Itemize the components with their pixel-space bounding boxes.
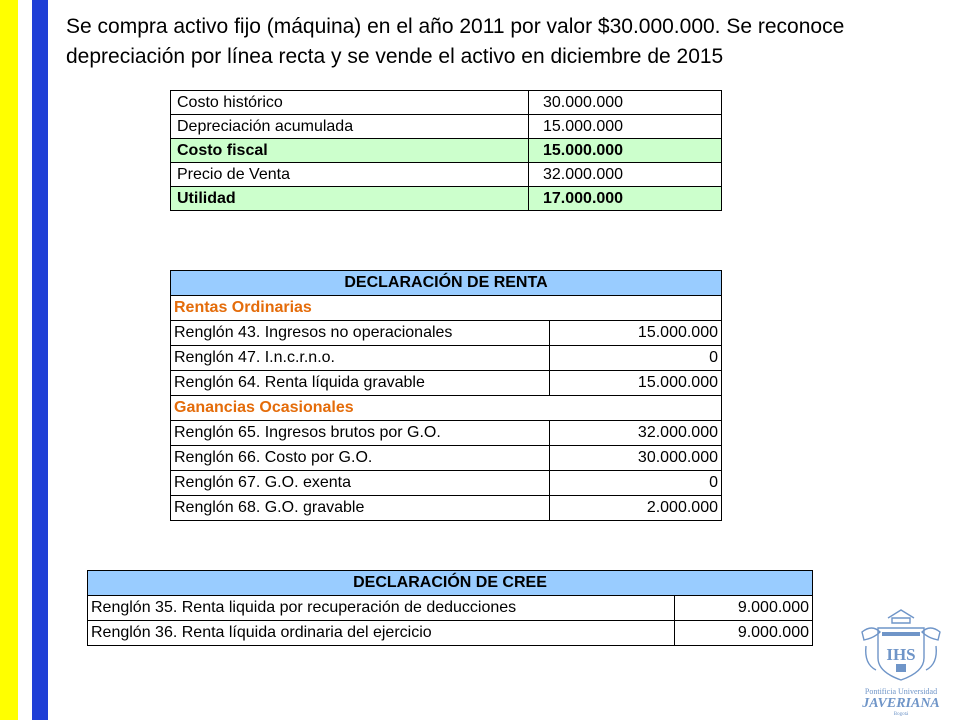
row-label: Renglón 65. Ingresos brutos por G.O. bbox=[171, 421, 550, 446]
table-title: DECLARACIÓN DE RENTA bbox=[171, 271, 722, 296]
section-title: Ganancias Ocasionales bbox=[171, 396, 722, 421]
row-label: Renglón 64. Renta líquida gravable bbox=[171, 371, 550, 396]
row-value: 15.000.000 bbox=[529, 139, 722, 163]
table-row bbox=[171, 163, 722, 187]
svg-text:IHS: IHS bbox=[886, 645, 916, 664]
logo-line1: Pontificia Universidad bbox=[864, 687, 938, 696]
table-row-highlighted bbox=[171, 139, 722, 163]
table-row bbox=[171, 321, 722, 346]
blue-side-bar bbox=[32, 0, 48, 720]
row-value: 9.000.000 bbox=[675, 596, 813, 621]
cree-table bbox=[87, 570, 813, 646]
section-row bbox=[171, 296, 722, 321]
table-row bbox=[171, 446, 722, 471]
row-value: 30.000.000 bbox=[550, 446, 722, 471]
table-row bbox=[171, 371, 722, 396]
white-side-gap bbox=[18, 0, 32, 720]
table-row bbox=[171, 115, 722, 139]
row-value: 9.000.000 bbox=[675, 621, 813, 646]
row-value: 15.000.000 bbox=[550, 371, 722, 396]
table-header-row bbox=[171, 271, 722, 296]
summary-table bbox=[170, 90, 722, 211]
table-header-row bbox=[88, 571, 813, 596]
table-row bbox=[171, 91, 722, 115]
table-row bbox=[171, 496, 722, 521]
table-row bbox=[88, 596, 813, 621]
renta-table bbox=[170, 270, 722, 521]
table-row bbox=[171, 471, 722, 496]
row-label: Costo histórico bbox=[171, 91, 529, 115]
row-label: Renglón 35. Renta liquida por recuperación de deducciones bbox=[88, 596, 675, 621]
row-label: Renglón 47. I.n.c.r.n.o. bbox=[171, 346, 550, 371]
university-logo bbox=[852, 606, 950, 716]
logo-line3: Bogotá bbox=[893, 712, 909, 716]
section-title: Rentas Ordinarias bbox=[171, 296, 722, 321]
table-row bbox=[171, 346, 722, 371]
row-label: Depreciación acumulada bbox=[171, 115, 529, 139]
row-label: Costo fiscal bbox=[171, 139, 529, 163]
table-title: DECLARACIÓN DE CREE bbox=[88, 571, 813, 596]
yellow-side-bar bbox=[0, 0, 18, 720]
row-label: Renglón 36. Renta líquida ordinaria del ejercicio bbox=[88, 621, 675, 646]
row-label: Renglón 67. G.O. exenta bbox=[171, 471, 550, 496]
table-row-highlighted bbox=[171, 187, 722, 211]
table-row bbox=[88, 621, 813, 646]
row-value: 32.000.000 bbox=[550, 421, 722, 446]
row-label: Renglón 43. Ingresos no operacionales bbox=[171, 321, 550, 346]
row-label: Utilidad bbox=[171, 187, 529, 211]
row-value: 17.000.000 bbox=[529, 187, 722, 211]
row-value: 30.000.000 bbox=[529, 91, 722, 115]
row-value: 0 bbox=[550, 346, 722, 371]
section-row bbox=[171, 396, 722, 421]
row-value: 32.000.000 bbox=[529, 163, 722, 187]
row-value: 15.000.000 bbox=[550, 321, 722, 346]
row-label: Precio de Venta bbox=[171, 163, 529, 187]
row-value: 15.000.000 bbox=[529, 115, 722, 139]
row-label: Renglón 66. Costo por G.O. bbox=[171, 446, 550, 471]
logo-line2: JAVERIANA bbox=[862, 696, 940, 711]
row-label: Renglón 68. G.O. gravable bbox=[171, 496, 550, 521]
row-value: 0 bbox=[550, 471, 722, 496]
row-value: 2.000.000 bbox=[550, 496, 722, 521]
intro-text: Se compra activo fijo (máquina) en el año 2011 por valor $30.000.000. Se reconoce depreciación por línea recta y se vende el activo en diciembre de 2015 bbox=[66, 15, 845, 68]
table-row bbox=[171, 421, 722, 446]
